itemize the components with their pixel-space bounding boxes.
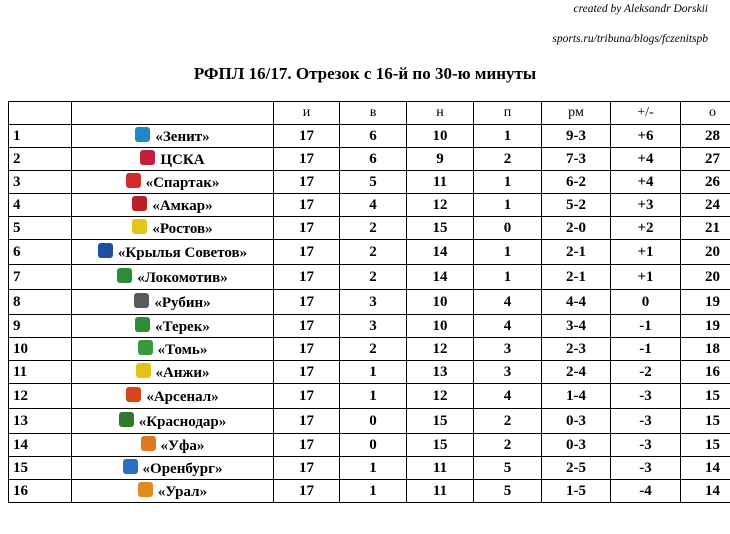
header-goal-diff: +/-: [611, 102, 681, 125]
goal-diff-cell: 0: [611, 290, 681, 315]
goals-cell: 5-2: [542, 194, 611, 217]
wins-cell: 3: [340, 315, 407, 338]
draws-cell: 14: [407, 240, 474, 265]
losses-cell: 3: [474, 361, 542, 384]
position-cell: 7: [9, 265, 72, 290]
position-cell: 9: [9, 315, 72, 338]
table-row: [9, 194, 730, 217]
goals-cell: 7-3: [542, 148, 611, 171]
ufa-logo-icon: [141, 436, 156, 451]
team-name: «Анжи»: [155, 364, 210, 381]
team-name: «Урал»: [157, 483, 208, 500]
goals-cell: 4-4: [542, 290, 611, 315]
team-name: «Уфа»: [160, 437, 205, 454]
rubin-logo-icon: [134, 293, 149, 308]
table-row: [9, 171, 730, 194]
losses-cell: 1: [474, 125, 542, 148]
losses-cell: 0: [474, 217, 542, 240]
team-cell: [72, 265, 274, 290]
goals-cell: 2-3: [542, 338, 611, 361]
team-name: «Локомотив»: [137, 269, 228, 286]
played-cell: 17: [274, 361, 340, 384]
goal-diff-cell: +4: [611, 171, 681, 194]
draws-cell: 10: [407, 315, 474, 338]
header-goals: рм: [542, 102, 611, 125]
points-cell: 14: [681, 457, 730, 480]
points-cell: 14: [681, 480, 730, 503]
ural-logo-icon: [138, 482, 153, 497]
table-row: [9, 409, 730, 434]
team-name: «Томь»: [157, 341, 208, 358]
team-name: «Терек»: [155, 318, 210, 335]
team-cell: [72, 171, 274, 194]
table-header-row: [9, 102, 730, 125]
goals-cell: 2-5: [542, 457, 611, 480]
header-position: [9, 102, 72, 125]
draws-cell: 9: [407, 148, 474, 171]
krylia-logo-icon: [98, 243, 113, 258]
goal-diff-cell: -4: [611, 480, 681, 503]
team-cell: [72, 194, 274, 217]
goals-cell: 9-3: [542, 125, 611, 148]
draws-cell: 13: [407, 361, 474, 384]
losses-cell: 3: [474, 338, 542, 361]
draws-cell: 15: [407, 217, 474, 240]
wins-cell: 2: [340, 217, 407, 240]
table-row: [9, 384, 730, 409]
team-name: «Спартак»: [145, 174, 220, 191]
draws-cell: 11: [407, 480, 474, 503]
team-cell: [72, 361, 274, 384]
position-cell: 11: [9, 361, 72, 384]
losses-cell: 5: [474, 480, 542, 503]
points-cell: 16: [681, 361, 730, 384]
draws-cell: 12: [407, 194, 474, 217]
points-cell: 24: [681, 194, 730, 217]
wins-cell: 6: [340, 148, 407, 171]
table-row: [9, 434, 730, 457]
goal-diff-cell: -2: [611, 361, 681, 384]
position-cell: 16: [9, 480, 72, 503]
losses-cell: 4: [474, 384, 542, 409]
team-name: «Ростов»: [152, 220, 213, 237]
losses-cell: 1: [474, 194, 542, 217]
goal-diff-cell: +6: [611, 125, 681, 148]
goals-cell: 0-3: [542, 434, 611, 457]
position-cell: 10: [9, 338, 72, 361]
goals-cell: 2-1: [542, 265, 611, 290]
team-name: «Крылья Советов»: [117, 244, 248, 261]
draws-cell: 12: [407, 384, 474, 409]
header-played: и: [274, 102, 340, 125]
wins-cell: 1: [340, 361, 407, 384]
goal-diff-cell: -3: [611, 457, 681, 480]
team-cell: [72, 125, 274, 148]
played-cell: 17: [274, 290, 340, 315]
table-row: [9, 290, 730, 315]
page-title: РФПЛ 16/17. Отрезок с 16-й по 30-ю минуты: [193, 64, 537, 83]
team-name: «Амкар»: [152, 197, 213, 214]
goals-cell: 1-5: [542, 480, 611, 503]
table-row: [9, 338, 730, 361]
wins-cell: 3: [340, 290, 407, 315]
draws-cell: 14: [407, 265, 474, 290]
wins-cell: 1: [340, 384, 407, 409]
team-name: ЦСКА: [160, 151, 205, 168]
table-row: [9, 125, 730, 148]
position-cell: 1: [9, 125, 72, 148]
played-cell: 17: [274, 194, 340, 217]
losses-cell: 4: [474, 315, 542, 338]
position-cell: 14: [9, 434, 72, 457]
team-cell: [72, 384, 274, 409]
team-cell: [72, 338, 274, 361]
points-cell: 19: [681, 290, 730, 315]
anzhi-logo-icon: [136, 363, 151, 378]
losses-cell: 1: [474, 265, 542, 290]
played-cell: 17: [274, 171, 340, 194]
header-wins: в: [340, 102, 407, 125]
goal-diff-cell: -3: [611, 409, 681, 434]
draws-cell: 10: [407, 290, 474, 315]
team-cell: [72, 457, 274, 480]
goal-diff-cell: -3: [611, 384, 681, 409]
draws-cell: 10: [407, 125, 474, 148]
played-cell: 17: [274, 409, 340, 434]
played-cell: 17: [274, 434, 340, 457]
team-cell: [72, 217, 274, 240]
goal-diff-cell: +1: [611, 265, 681, 290]
points-cell: 19: [681, 315, 730, 338]
table-row: [9, 265, 730, 290]
position-cell: 4: [9, 194, 72, 217]
points-cell: 27: [681, 148, 730, 171]
goals-cell: 1-4: [542, 384, 611, 409]
arsenal-logo-icon: [126, 387, 141, 402]
team-cell: [72, 434, 274, 457]
header-points: о: [681, 102, 730, 125]
team-cell: [72, 290, 274, 315]
played-cell: 17: [274, 265, 340, 290]
lokomotiv-logo-icon: [117, 268, 132, 283]
losses-cell: 1: [474, 171, 542, 194]
goal-diff-cell: +4: [611, 148, 681, 171]
played-cell: 17: [274, 148, 340, 171]
draws-cell: 15: [407, 409, 474, 434]
team-cell: [72, 315, 274, 338]
played-cell: 17: [274, 457, 340, 480]
points-cell: 26: [681, 171, 730, 194]
position-cell: 8: [9, 290, 72, 315]
team-name: «Арсенал»: [146, 388, 219, 405]
goal-diff-cell: -3: [611, 434, 681, 457]
played-cell: 17: [274, 315, 340, 338]
played-cell: 17: [274, 240, 340, 265]
position-cell: 12: [9, 384, 72, 409]
goal-diff-cell: +2: [611, 217, 681, 240]
position-cell: 6: [9, 240, 72, 265]
points-cell: 28: [681, 125, 730, 148]
amkar-logo-icon: [132, 196, 147, 211]
draws-cell: 11: [407, 457, 474, 480]
cska-logo-icon: [140, 150, 155, 165]
losses-cell: 2: [474, 148, 542, 171]
played-cell: 17: [274, 384, 340, 409]
losses-cell: 2: [474, 409, 542, 434]
goals-cell: 2-4: [542, 361, 611, 384]
played-cell: 17: [274, 480, 340, 503]
terek-logo-icon: [135, 317, 150, 332]
points-cell: 15: [681, 409, 730, 434]
table-row: [9, 240, 730, 265]
team-cell: [72, 480, 274, 503]
header-team: [72, 102, 274, 125]
wins-cell: 1: [340, 480, 407, 503]
source-credit: sports.ru/tribuna/blogs/fczenitspb: [552, 33, 708, 45]
author-credit: created by Aleksandr Dorskii: [573, 3, 708, 15]
orenburg-logo-icon: [123, 459, 138, 474]
position-cell: 15: [9, 457, 72, 480]
team-name: «Зенит»: [155, 128, 210, 145]
points-cell: 20: [681, 265, 730, 290]
table-row: [9, 217, 730, 240]
losses-cell: 4: [474, 290, 542, 315]
goals-cell: 6-2: [542, 171, 611, 194]
wins-cell: 5: [340, 171, 407, 194]
header-draws: н: [407, 102, 474, 125]
played-cell: 17: [274, 217, 340, 240]
wins-cell: 6: [340, 125, 407, 148]
played-cell: 17: [274, 125, 340, 148]
points-cell: 15: [681, 434, 730, 457]
position-cell: 3: [9, 171, 72, 194]
team-name: «Оренбург»: [142, 460, 223, 477]
standings-table: [8, 101, 730, 503]
team-cell: [72, 148, 274, 171]
header-losses: п: [474, 102, 542, 125]
draws-cell: 15: [407, 434, 474, 457]
team-name: «Рубин»: [154, 294, 211, 311]
krasnodar-logo-icon: [119, 412, 134, 427]
wins-cell: 2: [340, 240, 407, 265]
team-cell: [72, 240, 274, 265]
draws-cell: 11: [407, 171, 474, 194]
wins-cell: 1: [340, 457, 407, 480]
wins-cell: 2: [340, 265, 407, 290]
table-row: [9, 457, 730, 480]
zenit-logo-icon: [135, 127, 150, 142]
goal-diff-cell: -1: [611, 315, 681, 338]
team-name: «Краснодар»: [138, 413, 227, 430]
goal-diff-cell: +1: [611, 240, 681, 265]
table-row: [9, 361, 730, 384]
goal-diff-cell: +3: [611, 194, 681, 217]
points-cell: 21: [681, 217, 730, 240]
wins-cell: 0: [340, 409, 407, 434]
draws-cell: 12: [407, 338, 474, 361]
wins-cell: 4: [340, 194, 407, 217]
position-cell: 2: [9, 148, 72, 171]
table-row: [9, 148, 730, 171]
rostov-logo-icon: [132, 219, 147, 234]
points-cell: 18: [681, 338, 730, 361]
losses-cell: 5: [474, 457, 542, 480]
wins-cell: 2: [340, 338, 407, 361]
goal-diff-cell: -1: [611, 338, 681, 361]
table-row: [9, 480, 730, 503]
losses-cell: 2: [474, 434, 542, 457]
goals-cell: 2-0: [542, 217, 611, 240]
points-cell: 20: [681, 240, 730, 265]
goals-cell: 3-4: [542, 315, 611, 338]
wins-cell: 0: [340, 434, 407, 457]
goals-cell: 2-1: [542, 240, 611, 265]
losses-cell: 1: [474, 240, 542, 265]
position-cell: 5: [9, 217, 72, 240]
spartak-logo-icon: [126, 173, 141, 188]
team-cell: [72, 409, 274, 434]
played-cell: 17: [274, 338, 340, 361]
table-row: [9, 315, 730, 338]
goals-cell: 0-3: [542, 409, 611, 434]
tom-logo-icon: [138, 340, 153, 355]
points-cell: 15: [681, 384, 730, 409]
position-cell: 13: [9, 409, 72, 434]
